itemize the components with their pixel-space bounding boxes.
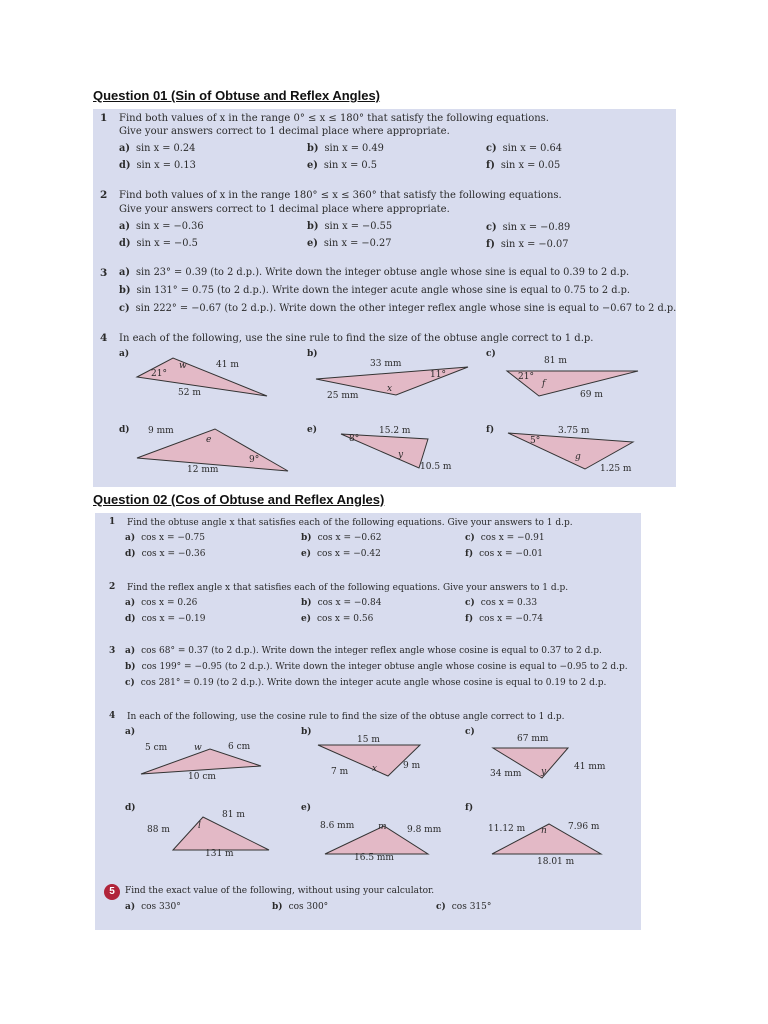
q2-tri-e-label: e) [301,803,311,813]
q2-p2-instruction: Find the reflex angle x that satisfies each of the following equations. Give your answers to 1 d.p. [127,583,569,593]
q1-tri-f-var: g [575,452,581,462]
q2-tri-e-var: m [378,822,387,832]
q1-tri-a-angle: 21° [151,369,167,379]
q1-tri-b-top: 33 mm [370,359,402,369]
q2-p3-number: 3 [109,646,116,656]
q1-p3-item-c: c) sin 222° = −0.67 (to 2 d.p.). Write down the other integer reflex angle whose sine is equal to −0.67 to 2 d.p. [119,303,676,314]
q1-p1-number: 1 [100,112,108,124]
q1-tri-d-angle: 9° [249,455,260,465]
q2-tri-e-base: 16.5 mm [354,853,394,863]
q2-tri-d-top: 81 m [222,810,245,820]
q1-p3-item-b: b) sin 131° = 0.75 (to 2 d.p.). Write down the integer acute angle whose sine is equal to 0.75 to 2 d.p. [119,285,631,296]
q2-tri-a-side2: 6 cm [228,742,251,752]
q2-p5-item-b: b) cos 300° [272,902,329,912]
q1-tri-d-side2: 12 mm [187,465,219,475]
q2-tri-a-label: a) [125,727,136,737]
q2-p2-item-b: b) cos x = −0.84 [301,598,382,608]
q1-tri-b-angle: 11° [430,370,446,380]
q2-tri-f-label: f) [465,803,474,813]
q2-tri-d-label: d) [125,803,136,813]
q2-p2-item-d: d) cos x = −0.19 [125,614,206,624]
q2-tri-b-var: x [372,764,378,774]
q1-panel [93,109,676,487]
q1-tri-c-angle: 21° [518,372,534,382]
q1-tri-c-label: c) [486,349,496,359]
q1-p2-item-a: a) sin x = −0.36 [119,221,204,232]
q2-tri-f-side1: 11.12 m [488,824,526,834]
q1-tri-b-side: 25 mm [327,391,359,401]
q1-p1-item-b: b) sin x = 0.49 [307,143,384,154]
q2-p1-item-d: d) cos x = −0.36 [125,549,206,559]
q2-tri-c-side1: 34 mm [490,769,522,779]
q2-tri-c-top: 67 mm [517,734,549,744]
q1-p2-item-f: f) sin x = −0.07 [486,239,569,250]
q2-p1-number: 1 [109,517,116,527]
q1-p3-item-a: a) sin 23° = 0.39 (to 2 d.p.). Write down the integer obtuse angle whose sine is equal to 0.39 to 2 d.p. [119,267,630,278]
q2-p1-instruction: Find the obtuse angle x that satisfies each of the following equations. Give your answers to 1 d.p. [127,518,573,528]
q2-tri-f-var: n [541,826,547,836]
q1-tri-f-label: f) [486,425,495,435]
q1-tri-d-label: d) [119,425,130,435]
q1-p2-item-d: d) sin x = −0.5 [119,238,198,249]
q2-p5-instruction: Find the exact value of the following, without using your calculator. [125,886,435,896]
q1-p4-instruction: In each of the following, use the sine rule to find the size of the obtuse angle correct to 1 d.p. [119,333,594,344]
q2-p2-item-e: e) cos x = 0.56 [301,614,374,624]
q1-tri-f-top: 3.75 m [558,426,590,436]
q2-tri-c-label: c) [465,727,475,737]
q2-p3-item-c: c) cos 281° = 0.19 (to 2 d.p.). Write down the integer acute angle whose cosine is equal to 0.19 to 2 d.p. [125,678,607,688]
q2-tri-e-side2: 9.8 mm [407,825,442,835]
q2-tri-c-side2: 41 mm [574,762,606,772]
q2-tri-a-var: w [194,743,202,753]
q2-tri-b-side1: 7 m [331,767,349,777]
q1-p1-instruction-2: Give your answers correct to 1 decimal place where appropriate. [119,126,450,137]
q1-p2-instruction-2: Give your answers correct to 1 decimal place where appropriate. [119,204,450,215]
q1-p2-number: 2 [100,189,108,201]
q2-triangle-f [95,513,641,930]
q1-p1-item-d: d) sin x = 0.13 [119,160,196,171]
q1-tri-a-var: w [179,361,187,371]
q1-tri-a-side2: 52 m [178,388,201,398]
q2-tri-c-var: y [541,767,547,777]
q1-p1-instruction-1: Find both values of x in the range 0° ≤ x ≤ 180° that satisfy the following equations. [119,113,549,124]
q1-tri-c-side: 69 m [580,390,603,400]
q1-p2-item-e: e) sin x = −0.27 [307,238,392,249]
q1-heading: Question 01 (Sin of Obtuse and Reflex Angles) [93,88,381,103]
q1-tri-d-side1: 9 mm [148,426,174,436]
q2-tri-d-var: l [198,821,201,831]
q1-tri-a-side1: 41 m [216,360,239,370]
q2-panel [95,513,641,930]
q2-tri-f-side2: 7.96 m [568,822,600,832]
q1-tri-b-var: x [387,384,393,394]
q2-p1-item-b: b) cos x = −0.62 [301,533,382,543]
q2-heading: Question 02 (Cos of Obtuse and Reflex Angles) [93,492,385,507]
q1-tri-f-angle: 5° [530,436,541,446]
q1-p2-instruction-1: Find both values of x in the range 180° ≤ x ≤ 360° that satisfy the following equations. [119,190,562,201]
q2-tri-b-top: 15 m [357,735,380,745]
q2-p2-item-c: c) cos x = 0.33 [465,598,538,608]
q2-p1-item-c: c) cos x = −0.91 [465,533,545,543]
q2-p1-item-f: f) cos x = −0.01 [465,549,543,559]
q2-p2-item-a: a) cos x = 0.26 [125,598,198,608]
q2-p5-item-c: c) cos 315° [436,902,492,912]
q1-tri-e-angle: 8° [349,434,360,444]
q2-tri-a-side1: 5 cm [145,743,168,753]
q2-tri-b-label: b) [301,727,312,737]
q1-tri-d-var: e [206,435,212,445]
q2-tri-f-base: 18.01 m [537,857,575,867]
q1-p1-item-c: c) sin x = 0.64 [486,143,562,154]
q2-p3-item-b: b) cos 199° = −0.95 (to 2 d.p.). Write down the integer obtuse angle whose cosine is equal to −0.95 to 2 d.p. [125,662,628,672]
q2-p4-instruction: In each of the following, use the cosine rule to find the size of the obtuse angle correct to 1 d.p. [127,712,565,722]
q1-tri-a-label: a) [119,349,130,359]
q2-p5-item-a: a) cos 330° [125,902,181,912]
q2-p2-item-f: f) cos x = −0.74 [465,614,543,624]
q2-p3-item-a: a) cos 68° = 0.37 (to 2 d.p.). Write down the integer reflex angle whose cosine is equal to 0.37 to 2 d.p. [125,646,602,656]
q2-tri-d-base: 131 m [205,849,234,859]
q1-tri-b-label: b) [307,349,318,359]
q2-p1-item-a: a) cos x = −0.75 [125,533,205,543]
q1-p1-item-f: f) sin x = 0.05 [486,160,561,171]
q2-p1-item-e: e) cos x = −0.42 [301,549,381,559]
q1-tri-e-top: 15.2 m [379,426,411,436]
q2-tri-e-side1: 8.6 mm [320,821,355,831]
q2-tri-a-base: 10 cm [188,772,216,782]
q1-p1-item-a: a) sin x = 0.24 [119,143,196,154]
q1-p3-number: 3 [100,267,108,279]
q1-p4-number: 4 [100,332,108,344]
q1-p1-item-e: e) sin x = 0.5 [307,160,378,171]
q1-tri-e-label: e) [307,425,317,435]
q1-p2-item-c: c) sin x = −0.89 [486,222,571,233]
q1-p2-item-b: b) sin x = −0.55 [307,221,393,232]
q1-tri-c-var: f [542,379,546,389]
q2-p5-number-badge: 5 [104,884,120,900]
q2-p4-number: 4 [109,711,116,721]
q1-tri-f-side: 1.25 m [600,464,632,474]
q1-tri-c-top: 81 m [544,356,567,366]
q2-tri-b-side2: 9 m [403,761,421,771]
q2-p2-number: 2 [109,582,116,592]
q1-tri-e-var: y [398,450,404,460]
q2-tri-d-side1: 88 m [147,825,170,835]
q1-tri-e-side: 10.5 m [420,462,452,472]
